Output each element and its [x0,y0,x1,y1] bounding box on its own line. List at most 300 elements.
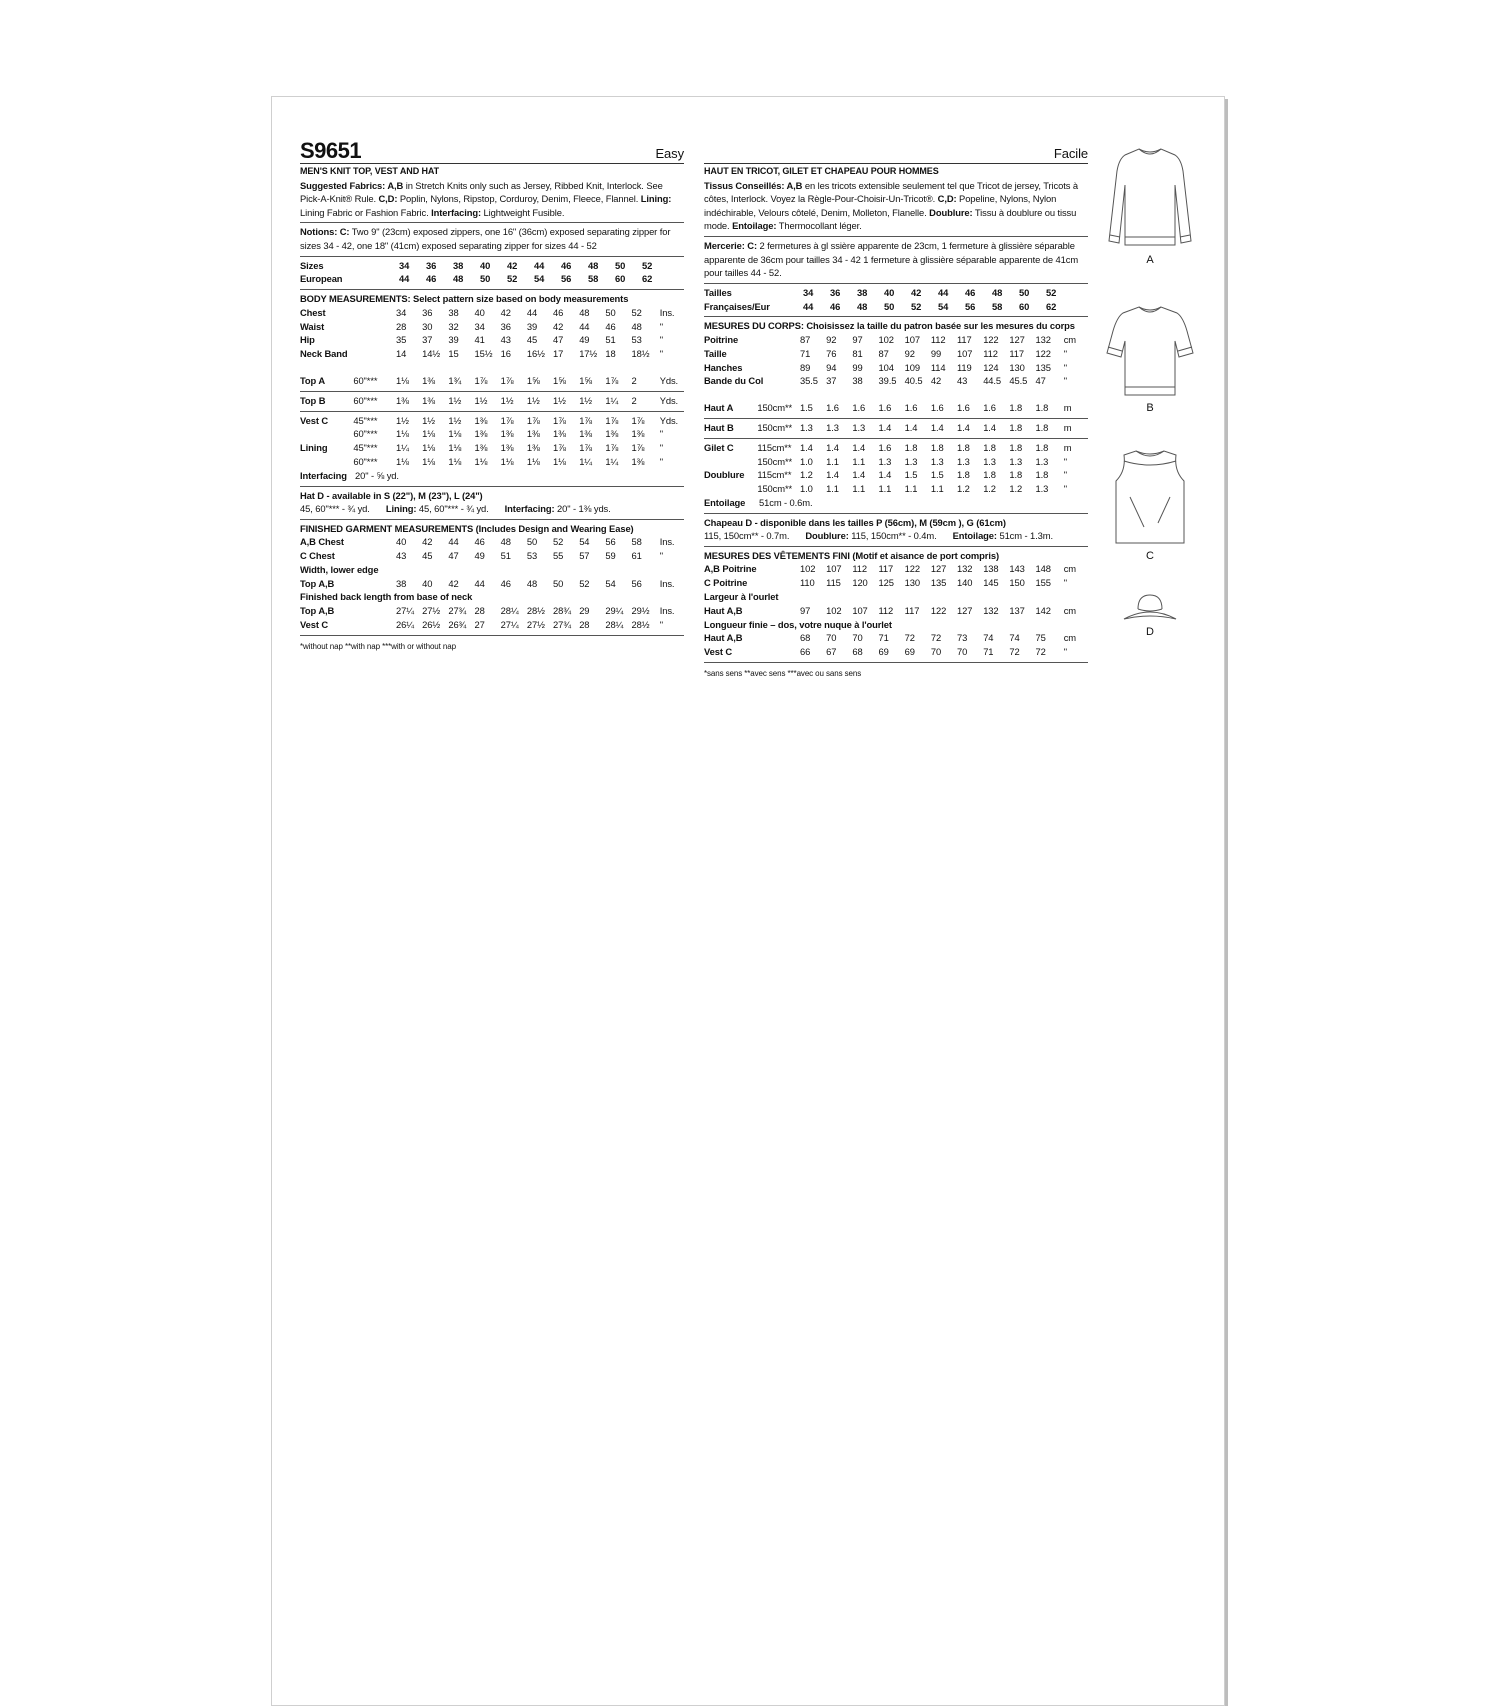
table-row [300,618,684,632]
row-label: Sizes [300,259,324,271]
cell-value: 1.1 [852,455,866,467]
hat-heading: Hat D - available in S (22"), M (23"), L (24") [300,489,483,501]
cell-value: 1.8 [904,441,918,453]
text-run: Choisissez la taille du patron basée sur les mesures du corps [803,320,1075,332]
row-fabric-width: 60"*** [353,428,378,440]
difficulty-level-fr: Facile [1053,146,1088,161]
cell-value: 70 [930,646,942,658]
cell-value: 40 [474,306,485,318]
size-header-rows [300,259,684,287]
cell-value: 39 [448,334,459,346]
text-run: in Stretch Knits only such as Jersey, Ribbed Knit, Interlock. See Pick-A-Knit® Rule. [300,179,663,205]
cell-value: 1.8 [957,469,970,481]
cell-value: 44 [803,300,814,312]
cell-value: 52 [553,536,564,548]
cell-value: 56 [965,300,976,312]
divider [300,289,684,290]
divider [704,662,1088,663]
cell-value: 143 [1009,563,1025,575]
cell-value: 1.6 [930,402,944,414]
row-label: Haut B [704,421,734,433]
cell-value: 45 [526,334,538,346]
cell-value: 54 [605,577,616,589]
row-label [300,427,353,441]
table-row [300,374,684,388]
cell-value: 1⅜ [631,428,645,440]
table-row [300,604,684,618]
suggested-fabrics-fr [704,179,1088,233]
cell-value: 1⅞ [605,414,619,426]
cell-value: 1.3 [957,455,970,467]
cell-value: 27 [474,619,485,631]
row-label: Top A,B [300,577,335,589]
cell-value: 1½ [526,394,540,406]
cell-value: 1.0 [799,455,813,467]
row-unit: Yds. [659,414,679,426]
divider [300,519,684,520]
european-sizes-row [300,272,684,286]
row-label [300,455,353,469]
cell-value: 1⅛ [526,455,540,467]
cell-value: 44 [399,273,410,285]
cell-value: 1⅞ [579,414,593,426]
cell-value: 119 [957,361,972,373]
row-unit: " [1063,361,1067,373]
cell-value: 48 [453,273,464,285]
cell-value: 117 [1009,347,1025,359]
text-run: Select pattern size based on body measurements [410,293,629,305]
cell-value: 1⅜ [474,414,488,426]
row-label: Interfacing [300,469,347,481]
table-row [300,455,684,469]
cell-value: 132 [983,604,999,616]
cell-value: 1⅞ [605,442,619,454]
cell-value: 15 [448,348,459,360]
cell-value: 60 [1019,300,1030,312]
cell-value: 61 [631,550,642,562]
row-unit: " [1063,469,1067,481]
table-row [704,618,1088,632]
text-run: C,D: [378,193,398,205]
cell-value: 1⅞ [553,414,566,426]
cell-value: 120 [852,577,868,589]
row-label: Chest [300,306,326,318]
table-row [704,401,1088,415]
row-unit: Ins. [659,577,675,589]
cell-value: 54 [534,273,545,285]
cell-value: 18½ [631,348,650,360]
row-label: Neck Band [300,348,348,360]
cell-value: 140 [957,577,973,589]
cell-value: 110 [799,577,815,589]
cell-value: 1.3 [852,421,866,433]
text-run: 51cm - 1.3m. [996,530,1053,542]
cell-value: 50 [884,300,895,312]
cell-value: 74 [983,632,994,644]
divider [300,486,684,487]
divider [704,513,1088,514]
cell-value: 46 [553,306,564,318]
row-unit: m [1063,402,1072,414]
row-unit: cm [1063,632,1077,644]
divider [300,222,684,223]
text-run: Poplin, Nylons, Ripstop, Corduroy, Denim, Fleece, Flannel. [397,193,641,205]
cell-value: 1⅞ [500,414,514,426]
row-label: Entoilage [704,496,746,508]
cell-value: 107 [904,333,921,345]
text-run: Tissu à doublure ou tissu mode. [704,206,1077,232]
cell-value: 127 [957,604,973,616]
cell-value: 51 [500,550,511,562]
cell-value: 42 [930,375,942,387]
cell-value: 135 [930,577,947,589]
view-d [1100,591,1200,639]
divider [704,316,1088,317]
cell-value: 1⅞ [631,414,645,426]
cell-value: 112 [930,333,946,345]
divider [300,411,684,412]
cell-value: 1.3 [1035,483,1049,495]
cell-value: 28 [395,320,407,332]
table-row [300,577,684,591]
cell-value: 97 [799,604,811,616]
cell-value: 112 [983,347,998,359]
cell-value: 99 [852,361,863,373]
table-row [300,394,684,408]
text-run: Lining: [385,503,417,515]
cell-value: 1⅜ [553,428,566,440]
cell-value: 127 [930,563,947,575]
cell-value: 38 [852,375,863,387]
suggested-fabrics [300,179,684,220]
cell-value: 1.5 [904,469,918,481]
row-unit: cm [1063,563,1077,575]
cell-value: 52 [642,259,653,271]
row-label: European [300,273,343,285]
cell-value: 1¼ [605,394,619,406]
cell-value: 68 [852,646,863,658]
cell-value: 2 [631,374,637,386]
cell-value: 76 [826,347,837,359]
row-label: Françaises/Eur [704,300,770,312]
cell-value: 1.8 [1035,421,1049,433]
cell-value: 1.8 [930,441,944,453]
cell-value: 1⅜ [605,428,619,440]
cell-value: 89 [799,361,811,373]
cell-value: 38 [448,306,459,318]
row-label: Width, lower edge [300,563,379,575]
cell-value: 29 [579,605,590,617]
cell-value: 75 [1035,632,1046,644]
table-row [704,645,1088,659]
cell-value: 29¼ [605,605,624,617]
cell-value: 51 [605,334,616,346]
cell-value: 1¾ [448,374,462,386]
cell-value: 1.1 [878,483,892,495]
european-sizes-row-fr [704,300,1088,314]
row-unit: cm [1063,333,1077,345]
hat-yardage [300,502,684,516]
cell-value: 125 [878,577,894,589]
table-row [704,441,1088,455]
cell-value: 114 [930,361,946,373]
cell-value: 1.4 [983,421,996,433]
cell-value: 107 [957,347,973,359]
cell-value: 14½ [422,348,441,360]
cell-value: 99 [930,347,942,359]
cell-value: 135 [1035,361,1051,373]
cell-value: 97 [852,333,863,345]
table-row [704,347,1088,361]
text-run: Doublure: [805,530,849,542]
row-fabric-width: 150cm** [757,455,793,467]
text-run: Suggested Fabrics: A,B [300,179,404,191]
cell-value: 94 [826,361,837,373]
cell-value: 30 [422,320,433,332]
cell-value: 46 [474,536,485,548]
pattern-number: S9651 [300,138,362,163]
row-label: Bande du Col [704,375,764,387]
cell-value: 69 [878,646,889,658]
cell-value: 1.3 [826,421,839,433]
table-row [704,590,1088,604]
text-run: Lining: [640,193,672,205]
cell-value: 62 [1046,300,1057,312]
cell-value: 50 [1019,286,1030,298]
cell-value: 49 [474,550,485,562]
text-run: MESURES DU CORPS: [704,320,804,332]
body-measurements-heading [300,292,684,306]
cell-value: 1⅛ [395,428,409,440]
view-label-b: B [1146,402,1154,414]
pattern-envelope-back [271,96,1225,1706]
body-measurements-table-fr [704,333,1088,388]
cell-value: 50 [605,306,616,318]
text-run: Entoilage: [732,220,777,232]
cell-value: 1.1 [852,483,866,495]
divider [300,391,684,392]
cell-value: 18 [605,348,616,360]
cell-value: 48 [631,320,642,332]
cell-value: 41 [474,334,485,346]
view-c [1100,447,1200,563]
body-measurements-table [300,306,684,361]
cell-value: 28¼ [605,619,624,631]
cell-value: 104 [878,361,894,373]
cell-value: 1.4 [799,441,813,453]
cell-value: 1.6 [852,402,866,414]
cell-value: 1½ [553,394,566,406]
text-run: Lightweight Fusible. [481,206,565,218]
cell-value: 43 [500,334,511,346]
divider [704,418,1088,419]
cell-value: 42 [500,306,511,318]
row-unit: Ins. [659,536,675,548]
cell-value: 2 [631,394,637,406]
table-row [704,468,1088,482]
cell-value: 1.3 [904,455,918,467]
cell-value: 40 [884,286,895,298]
cell-value: 117 [878,563,894,575]
cell-value: 102 [826,604,842,616]
row-label: Vest C [300,414,329,426]
table-row [704,496,1088,510]
yardage-table [300,374,684,483]
row-label: Vest C [704,646,733,658]
cell-value: 117 [904,604,920,616]
cell-value: 46 [965,286,976,298]
cell-value: 71 [878,632,889,644]
cell-value: 68 [799,632,811,644]
cell-value: 42 [553,320,564,332]
cell-value: 1⅞ [605,374,619,386]
cell-value: 1.4 [852,441,866,453]
cell-value: 45.5 [1009,375,1028,387]
cell-value: 53 [631,334,642,346]
cell-value: 124 [983,361,999,373]
cell-value: 50 [480,273,491,285]
vest-icon [1110,447,1190,549]
cell-value: 55 [553,550,564,562]
cell-value: 1½ [395,414,409,426]
cell-value: 1⅜ [474,428,488,440]
cell-value: 28¾ [553,605,571,617]
text-run: Entoilage: [952,530,997,542]
cell-value: 1.3 [799,421,813,433]
cell-value: 122 [983,333,999,345]
cell-value: 150 [1009,577,1025,589]
cell-value: 71 [799,347,811,359]
cell-value: 52 [1046,286,1057,298]
cell-value: 1.6 [878,441,892,453]
hat-heading-fr: Chapeau D - disponible dans les tailles P (56cm), M (59cm ), G (61cm) [704,516,1006,528]
cell-value: 1½ [448,394,462,406]
row-label: Poitrine [704,333,739,345]
cell-value: 1.6 [957,402,970,414]
cell-value: 35 [395,334,407,346]
cell-value: 38 [857,286,868,298]
row-unit: " [659,455,663,467]
cell-value: 36 [830,286,841,298]
row-unit: Yds. [659,374,679,386]
cell-value: 58 [631,536,642,548]
row-fabric-width: 45"*** [353,414,378,426]
sizes-row [300,259,684,273]
cell-value: 1½ [474,394,488,406]
cell-value: 47 [553,334,564,346]
cell-value: 1⅛ [422,455,435,467]
row-unit: " [659,348,663,360]
cell-value: 26½ [422,619,441,631]
row-label: Doublure [704,469,745,481]
cell-value: 74 [1009,632,1020,644]
cell-value: 1.3 [983,455,996,467]
view-label-a: A [1146,254,1154,266]
cell-value: 27½ [526,619,545,631]
cell-value: 47 [448,550,459,562]
cell-value: 40 [480,259,491,271]
finished-measurements-table [300,535,684,632]
cell-value: 44 [534,259,545,271]
row-label: Top B [300,394,326,406]
cell-value: 1.4 [826,441,839,453]
table-row [300,347,684,361]
cell-value: 38 [453,259,464,271]
row-unit: Ins. [659,306,675,318]
table-row [704,421,1088,435]
row-unit: " [659,428,663,440]
cell-value: 54 [938,300,949,312]
cell-value: 57 [579,550,590,562]
cell-value: 17½ [579,348,598,360]
cell-value: 48 [526,577,538,589]
table-row [704,562,1088,576]
cell-value: 122 [930,604,947,616]
cell-value: 16 [500,348,511,360]
cell-value: 1⅝ [526,374,540,386]
row-unit: " [659,550,663,562]
cell-value: 1.2 [957,483,970,495]
cell-value: 1¼ [579,455,593,467]
cell-value: 109 [904,361,921,373]
cell-value: 1⅞ [553,442,566,454]
cell-value: 70 [826,632,837,644]
cell-value: 44 [474,577,485,589]
text-run: Doublure: [929,206,973,218]
cell-value: 71 [983,646,994,658]
row-label: Hip [300,334,315,346]
cell-value: 40 [422,577,433,589]
cell-value: 14 [395,348,407,360]
cell-value: 1⅞ [526,414,540,426]
cell-value: 1.2 [983,483,996,495]
notions-fr [704,239,1088,280]
cell-value: 1.8 [1009,421,1023,433]
hat-yardage-fr [704,529,1088,543]
text-run: Mercerie: C: [704,239,757,251]
cell-value: 87 [799,333,811,345]
cell-value: 58 [588,273,599,285]
row-unit: " [659,320,663,332]
cell-value: 27¾ [448,605,467,617]
row-unit: " [1063,646,1067,658]
table-row [300,590,684,604]
row-label: Gilet C [704,441,734,453]
cell-value: 69 [904,646,915,658]
cell-value: 17 [553,348,564,360]
text-run: Popeline, Nylons, Nylon indéchirable, Velours côtelé, Denim, Molleton, Flanelle. [704,193,1057,218]
cell-value: 102 [799,563,816,575]
cell-value: 48 [588,259,599,271]
sizes-row-fr [704,286,1088,300]
row-fabric-width: 20" - ⅝ yd. [355,469,399,481]
short-sleeve-top-icon [1105,301,1195,401]
cell-value: 1.4 [878,421,892,433]
body-measurements-heading-fr [704,319,1088,333]
cell-value: 1⅛ [422,442,435,454]
row-label: Top A,B [300,605,335,617]
row-label: Haut A [704,402,734,414]
cell-value: 36 [500,320,511,332]
text-run: BODY MEASUREMENTS: [300,293,411,305]
cell-value: 117 [957,333,972,345]
cell-value: 1.8 [1009,469,1023,481]
view-label-d: D [1146,626,1154,638]
cell-value: 46 [830,300,841,312]
cell-value: 142 [1035,604,1051,616]
cell-value: 44.5 [983,375,1002,387]
row-label: Tailles [704,286,732,298]
